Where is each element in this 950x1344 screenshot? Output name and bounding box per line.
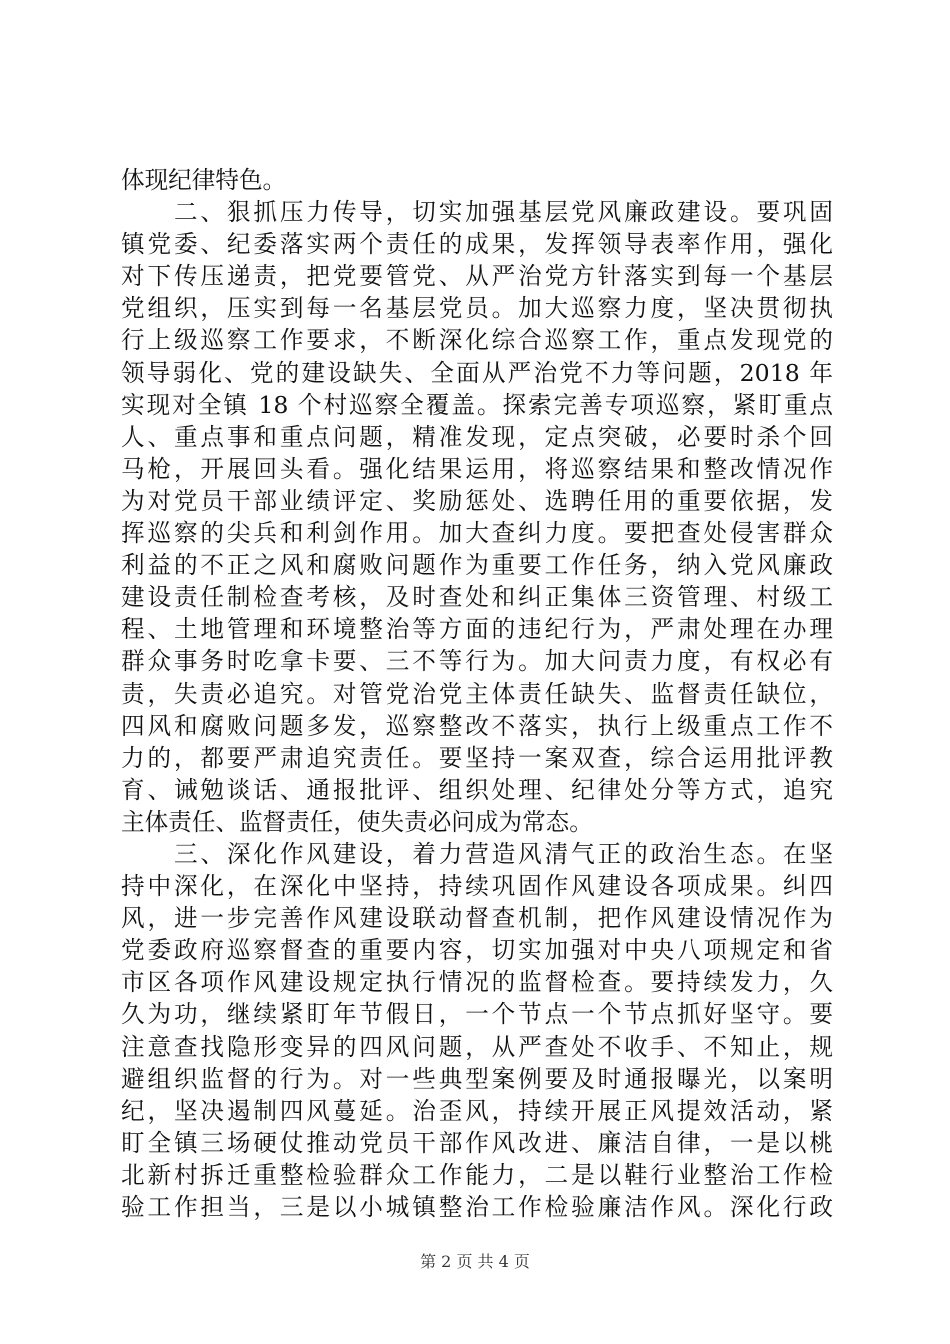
text-line: 马枪，开展回头看。强化结果运用，将巡察结果和整改情况作 (121, 454, 833, 483)
text-line: 建设责任制检查考核，及时查处和纠正集体三资管理、村级工 (121, 583, 833, 612)
text-line: 领导弱化、党的建设缺失、全面从严治党不力等问题，2018 年 (121, 358, 833, 387)
text-line: 党组织，压实到每一名基层党员。加大巡察力度，坚决贯彻执 (121, 294, 833, 323)
text-line: 对下传压递责，把党要管党、从严治党方针落实到每一个基层 (121, 262, 833, 291)
page-number-footer: 第 2 页 共 4 页 (420, 1252, 530, 1271)
text-line: 久为功，继续紧盯年节假日，一个节点一个节点抓好坚守。要 (121, 1000, 833, 1029)
text-line: 利益的不正之风和腐败问题作为重要工作任务，纳入党风廉政 (121, 551, 833, 580)
text-line: 二、狠抓压力传导，切实加强基层党风廉政建设。要巩固 (121, 198, 833, 227)
text-line: 程、土地管理和环境整治等方面的违纪行为，严肃处理在办理 (121, 615, 833, 644)
text-line: 党委政府巡察督查的重要内容，切实加强对中央八项规定和省 (121, 936, 833, 965)
text-line: 北新村拆迁重整检验群众工作能力，二是以鞋行业整治工作检 (121, 1160, 833, 1189)
text-line: 盯全镇三场硬仗推动党员干部作风改进、廉洁自律，一是以桃 (121, 1128, 833, 1157)
text-line: 为对党员干部业绩评定、奖励惩处、选聘任用的重要依据，发 (121, 486, 833, 515)
text-line: 实现对全镇 18 个村巡察全覆盖。探索完善专项巡察，紧盯重点 (121, 390, 833, 419)
body-text (121, 164, 833, 1223)
text-line: 持中深化，在深化中坚持，持续巩固作风建设各项成果。纠四 (121, 872, 833, 901)
text-line: 责，失责必追究。对管党治党主体责任缺失、监督责任缺位， (121, 679, 833, 708)
text-line: 镇党委、纪委落实两个责任的成果，发挥领导表率作用，强化 (121, 230, 833, 259)
text-line: 四风和腐败问题多发，巡察整改不落实，执行上级重点工作不 (121, 711, 833, 740)
text-line: 主体责任、监督责任，使失责必问成为常态。 (121, 807, 593, 836)
text-line: 验工作担当，三是以小城镇整治工作检验廉洁作风。深化行政 (121, 1193, 833, 1221)
text-line: 市区各项作风建设规定执行情况的监督检查。要持续发力，久 (121, 968, 833, 997)
text-line: 挥巡察的尖兵和利剑作用。加大查纠力度。要把查处侵害群众 (121, 519, 833, 548)
text-line: 体现纪律特色。 (121, 166, 287, 194)
text-line: 风，进一步完善作风建设联动督查机制，把作风建设情况作为 (121, 904, 833, 933)
text-line: 纪，坚决遏制四风蔓延。治歪风，持续开展正风提效活动，紧 (121, 1096, 833, 1125)
text-line: 育、诫勉谈话、通报批评、组织处理、纪律处分等方式，追究 (121, 775, 833, 804)
text-line: 群众事务时吃拿卡要、三不等行为。加大问责力度，有权必有 (121, 647, 833, 676)
text-line: 三、深化作风建设，着力营造风清气正的政治生态。在坚 (121, 839, 833, 868)
text-line: 注意查找隐形变异的四风问题，从严查处不收手、不知止，规 (121, 1032, 833, 1061)
text-line: 力的，都要严肃追究责任。要坚持一案双查，综合运用批评教 (121, 743, 833, 772)
text-line: 避组织监督的行为。对一些典型案例要及时通报曝光，以案明 (121, 1064, 833, 1093)
text-line: 行上级巡察工作要求，不断深化综合巡察工作，重点发现党的 (121, 326, 833, 355)
text-line: 人、重点事和重点问题，精准发现，定点突破，必要时杀个回 (121, 422, 833, 451)
